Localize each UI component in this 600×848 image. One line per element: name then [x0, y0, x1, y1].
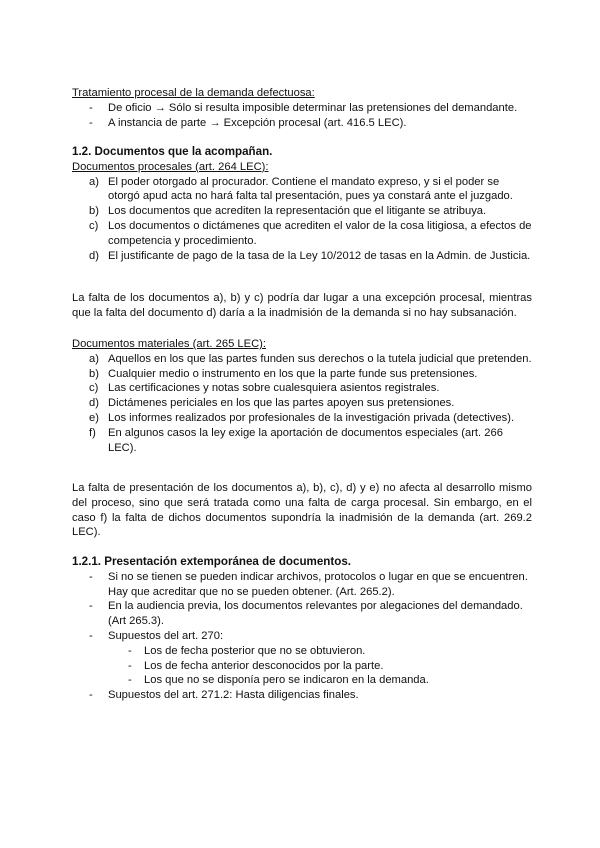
list-item: e) Los informes realizados por profesionales de la investigación privada (detectives).: [89, 411, 515, 424]
paragraph: La falta de los documentos a), b) y c) podría dar lugar a una excepción procesal, mientras que la falta del documento d) daría a la inadmisión de la demanda si no hay subsanación.: [72, 292, 532, 319]
list-item: a) Aquellos en los que las partes funden sus derechos o la tutela judicial que pretenden.: [89, 352, 532, 365]
section-title: Tratamiento procesal de la demanda defectuosa:: [72, 87, 315, 99]
section-documentos-materiales: [72, 337, 532, 455]
section-presentacion-extemporanea: [72, 555, 532, 703]
paragraph: La falta de presentación de los documentos a), b), c), d) y e) no afecta al desarrollo mismo del proceso, sino que será tratada como una falta de carga procesal. Sin embargo, en el caso f) la falta de dichos documentos supondría la inadmisión de la demanda (art. 269.2 LEC).: [72, 482, 532, 539]
list-item: - Supuestos del art. 270:: [89, 629, 224, 642]
sub-list-item: - Los de fecha anterior desconocidos por la parte.: [128, 659, 384, 672]
list-item: a) El poder otorgado al procurador. Contiene el mandato expreso, y si el poder se otorgó apud acta no hará falta tal presentación, pues ya constará ante el juzgado.: [89, 175, 513, 203]
list-item: - Supuestos del art. 271.2: Hasta diligencias finales.: [89, 689, 359, 702]
sub-list-item: - Los que no se disponía pero se indicaron en la demanda.: [128, 674, 429, 687]
list-item: f) En algunos casos la ley exige la aportación de documentos especiales (art. 266 LEC).: [89, 426, 503, 454]
list-item: c) Las certificaciones y notas sobre cualesquiera asientos registrales.: [89, 382, 440, 395]
list-item: d) Dictámenes periciales en los que las partes apoyen sus pretensiones.: [89, 397, 455, 410]
section-documentos: [72, 145, 532, 263]
list-item: - Si no se tienen se pueden indicar archivos, protocolos o lugar en que se encuentren. Hay que acreditar que no se pueden obtener. (Art. 265.2).: [89, 570, 528, 598]
section-demanda-defectuosa: [72, 86, 532, 130]
section-heading: 1.2.1. Presentación extemporánea de documentos.: [72, 555, 351, 568]
list-item: - De oficio → Sólo si resulta imposible determinar las pretensiones del demandante.: [89, 101, 518, 114]
sub-list-item: - Los de fecha posterior que no se obtuvieron.: [128, 644, 366, 657]
section-heading: 1.2. Documentos que la acompañan.: [72, 145, 273, 158]
list-item: - A instancia de parte → Excepción procesal (art. 416.5 LEC).: [89, 116, 407, 129]
list-item: b) Cualquier medio o instrumento en los que la parte funde sus pretensiones.: [89, 367, 478, 380]
list-item: c) Los documentos o dictámenes que acrediten el valor de la cosa litigiosa, a efectos de competencia y procedimiento.: [89, 219, 532, 247]
list-item: d) El justificante de pago de la tasa de la Ley 10/2012 de tasas en la Admin. de Justicia.: [89, 249, 531, 262]
subsection-title: Documentos materiales (art. 265 LEC):: [72, 338, 266, 350]
subsection-title: Documentos procesales (art. 264 LEC):: [72, 160, 269, 173]
list-item: b) Los documentos que acrediten la representación que el litigante se atribuya.: [89, 205, 487, 218]
list-item: - En la audiencia previa, los documentos relevantes por alegaciones del demandado. (Art 265.3).: [89, 600, 523, 628]
